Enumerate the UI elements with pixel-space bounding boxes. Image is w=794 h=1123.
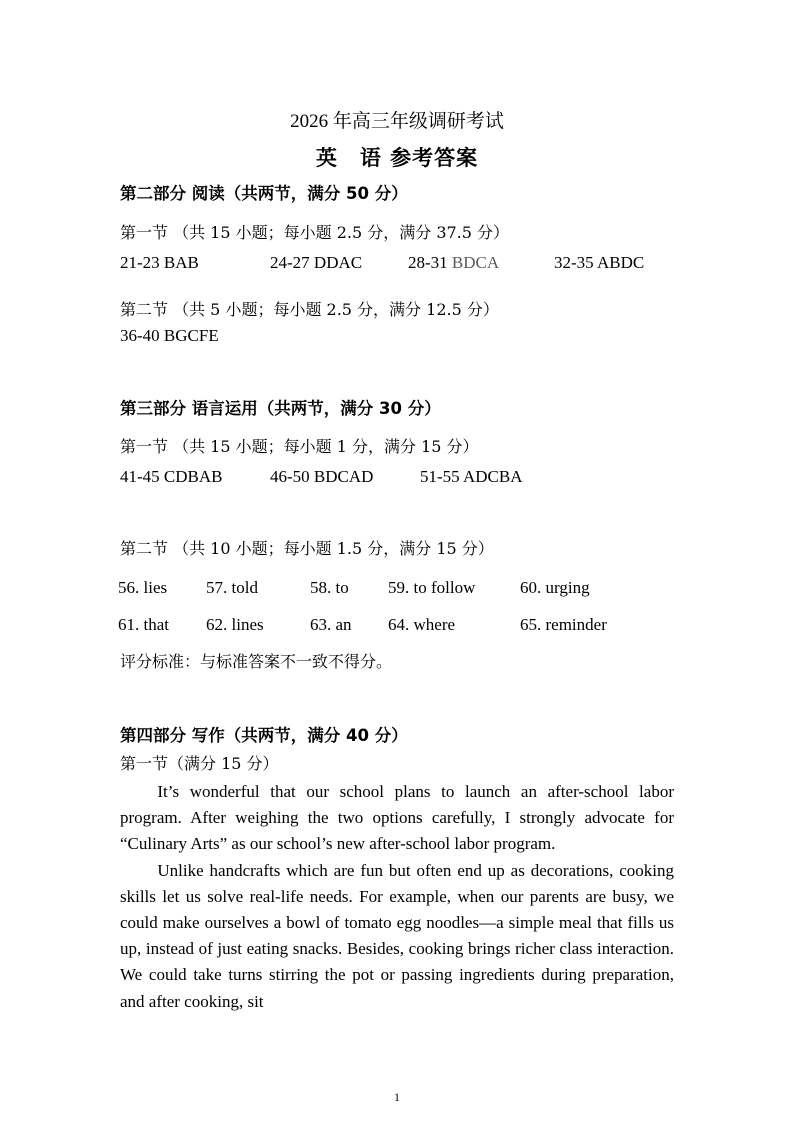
part4-heading: 第四部分 写作（共两节，满分 40 分）	[120, 726, 408, 745]
answer-61: 61. that	[118, 615, 169, 634]
answer-59: 59. to follow	[388, 578, 476, 597]
answer-group-21-23: 21-23 BAB	[120, 253, 199, 272]
document-title: 2026 年高三年级调研考试	[290, 111, 504, 132]
part2-heading: 第二部分 阅读（共两节，满分 50 分）	[120, 184, 408, 203]
answer-57: 57. told	[206, 578, 258, 597]
answer-64: 64. where	[388, 615, 456, 634]
essay-paragraph: Unlike handcrafts which are fun but often end up as decorations, cooking skills let us solve real-life needs. For example, when our parents are busy, we could make ourselves a bowl of tomato egg noodles—a simple meal that fills us up, instead of just eating snacks. Besides, cooking brings richer class interaction. We could take turns stirring the pot or passing ingredients during preparation, and after cooking, sit	[120, 860, 674, 1011]
answer-group-51-55: 51-55 ADCBA	[420, 467, 523, 486]
answer-62: 62. lines	[206, 615, 264, 634]
answer-60: 60. urging	[520, 578, 590, 597]
part4-section1-note: 第一节（满分 15 分）	[120, 754, 279, 773]
model-essay	[120, 779, 674, 1015]
answer-group-46-50: 46-50 BDCAD	[270, 467, 374, 486]
answer-group-32-35: 32-35 ABDC	[554, 253, 645, 272]
answer-range-28-31: 28-31	[408, 253, 452, 272]
answer-group-24-27: 24-27 DDAC	[270, 253, 363, 272]
answer-65: 65. reminder	[520, 615, 607, 634]
part3-section1-note: 第一节 （共 15 小题；每小题 1 分，满分 15 分）	[120, 437, 479, 456]
answer-58: 58. to	[310, 578, 349, 597]
part2-section1-note: 第一节 （共 15 小题；每小题 2.5 分，满分 37.5 分）	[120, 223, 510, 242]
part3-section2-note: 第二节 （共 10 小题；每小题 1.5 分，满分 15 分）	[120, 539, 494, 558]
answer-group-28-31	[408, 252, 499, 274]
essay-paragraph: It’s wonderful that our school plans to launch an after-school labor program. After weighing the two options carefully, I strongly advocate for “Culinary Arts” as our school’s new after-school labor program.	[120, 782, 674, 854]
answer-56: 56. lies	[118, 578, 168, 597]
page-number: 1	[394, 1090, 400, 1104]
answer-63: 63. an	[310, 615, 352, 634]
part3-heading: 第三部分 语言运用（共两节，满分 30 分）	[120, 399, 441, 418]
part2-section2-note: 第二节 （共 5 小题；每小题 2.5 分，满分 12.5 分）	[120, 300, 499, 319]
scoring-criteria: 评分标准：与标准答案不一致不得分。	[120, 652, 393, 671]
answer-group-41-45: 41-45 CDBAB	[120, 467, 223, 486]
document-subtitle: 英 语 参考答案	[315, 146, 479, 170]
answer-letters-28-31: BDCA	[451, 253, 500, 272]
answer-group-36-40: 36-40 BGCFE	[120, 326, 219, 345]
